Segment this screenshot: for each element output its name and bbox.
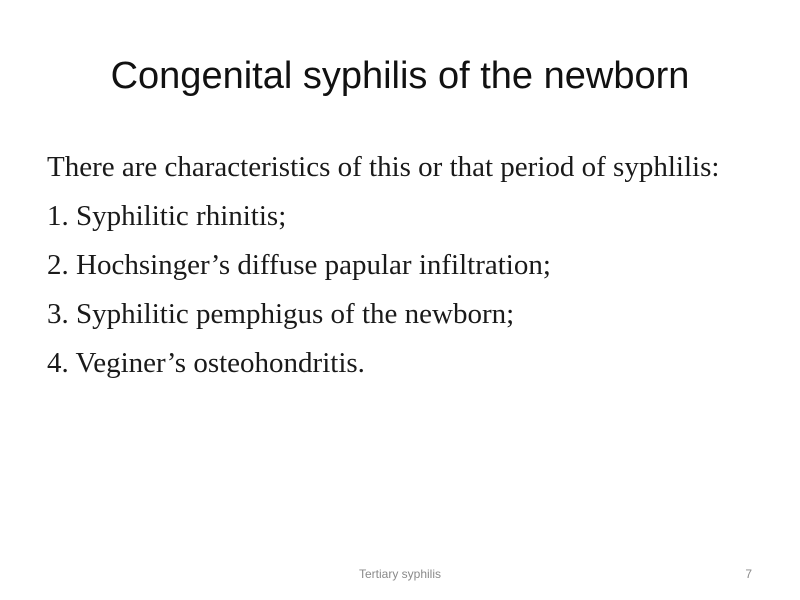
list-item: 4. Veginer’s osteohondritis.	[47, 347, 365, 379]
slide-title: Congenital syphilis of the newborn	[110, 55, 690, 97]
page-number: 7	[745, 567, 752, 581]
list-item: 2. Hochsinger’s diffuse papular infiltration;	[47, 249, 551, 281]
footer-text: Tertiary syphilis	[358, 567, 442, 581]
intro-text: There are characteristics of this or that period of syphlilis:	[47, 151, 720, 183]
list-item: 3. Syphilitic pemphigus of the newborn;	[47, 298, 515, 330]
list-item: 1. Syphilitic rhinitis;	[47, 200, 287, 232]
slide-body	[47, 146, 767, 391]
